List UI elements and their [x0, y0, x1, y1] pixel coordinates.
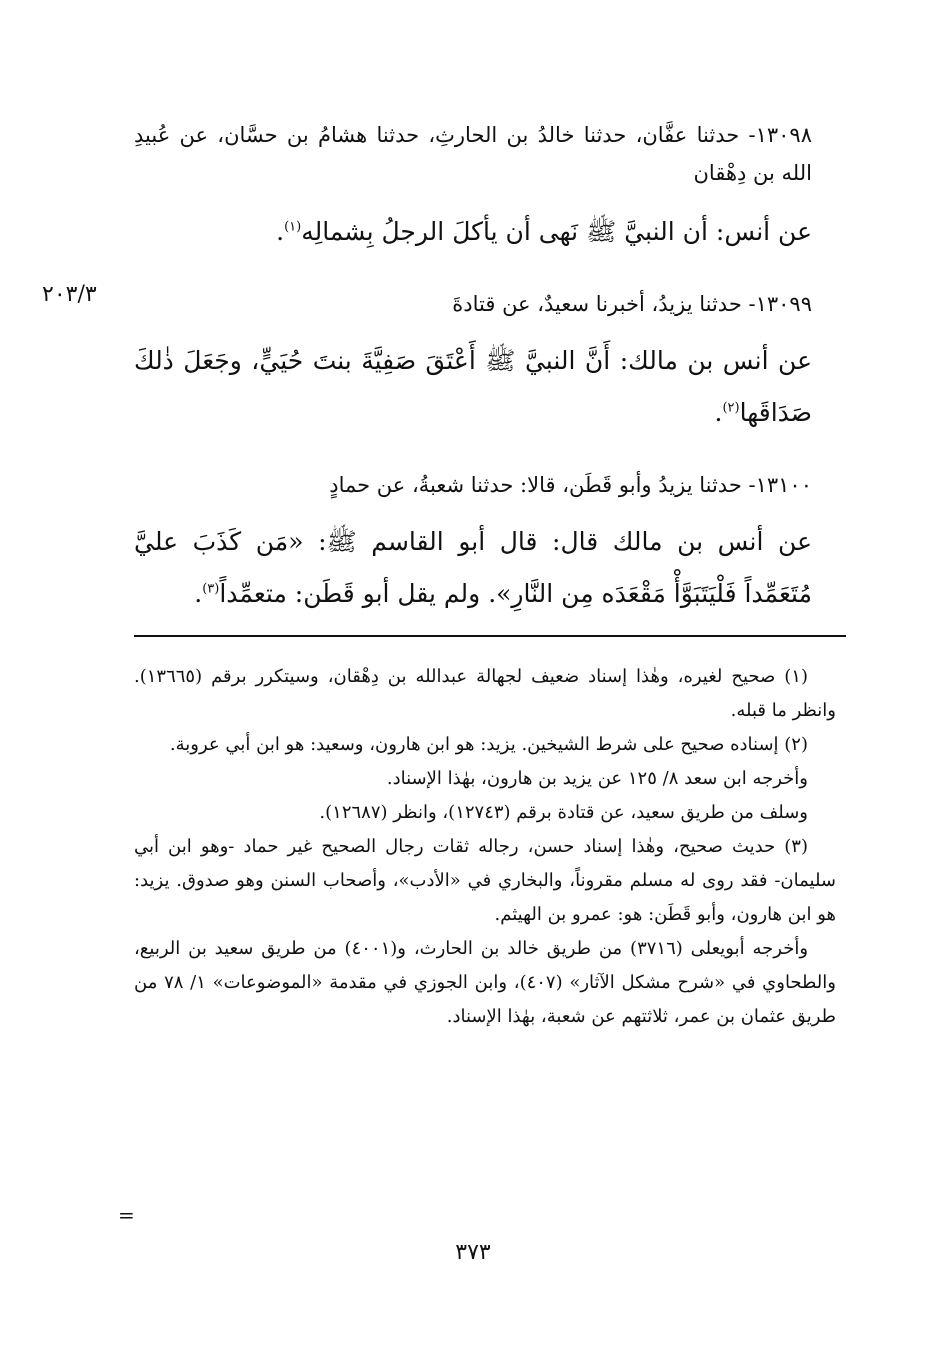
hadith-matn: عن أنس: أن النبيَّ ﷺ نَهى أن يأكلَ الرجلُ بِشمالِه$^{(١)}$.	[276, 217, 812, 246]
hadith-matn	[134, 335, 812, 439]
hadith-number: ١٣١٠٠-	[748, 473, 812, 497]
hadith-13100	[134, 466, 812, 620]
hadith-chain	[134, 285, 812, 323]
hadith-number: ١٣٠٩٩-	[748, 292, 812, 316]
footnote-3-continued: وأخرجه أبويعلى (٣٧١٦) من طريق خالد بن الحارث، و(٤٠٠١) من طريق سعيد بن الربيع، والطحاوي في «شرح مشكل الآثار» (٤٠٧)، وابن الجوزي في مقدمة «الموضوعات» ١/ ٧٨ من طريق عثمان بن عمر، ثلاثتهم عن شعبة، بهٰذا الإسناد.	[134, 938, 836, 1027]
hadith-chain	[134, 466, 812, 504]
footnote-divider	[134, 635, 846, 637]
hadith-13099	[134, 285, 812, 439]
chain-text: حدثنا عفَّان، حدثنا خالدُ بن الحارثِ، حدثنا هشامُ بن حسَّان، عن عُبيدِ الله بن دِهْقان	[134, 123, 812, 185]
matn-text: عن أنس بن مالك: أَنَّ النبيَّ ﷺ أَعْتَقَ صَفِيَّةَ بنتَ حُيَيٍّ، وجَعَلَ ذٰلكَ صَدَاقَها	[134, 346, 812, 427]
chain-text: حدثنا يزيدُ، أخبرنا سعيدٌ، عن قتادةَ	[452, 292, 749, 316]
hadith-13098	[134, 116, 812, 258]
footnote-2-continued: وأخرجه ابن سعد ٨/ ١٢٥ عن يزيد بن هارون، بهٰذا الإسناد.	[386, 768, 808, 789]
footnotes	[134, 660, 836, 1034]
hadith-matn	[134, 516, 812, 620]
matn-text: عن أنس بن مالك قال: قال أبو القاسم ﷺ: «مَن كَذَبَ عليَّ مُتَعَمِّداً فَلْيَتَبَوَّأْ مَقْعَدَه مِن النَّارِ». ولم يقل أبو قَطَن: متعمِّداً	[134, 527, 812, 608]
matn-end: .	[714, 398, 723, 427]
page-number: ٣٧٣	[455, 1240, 491, 1265]
margin-reference: ۲۰۳/۳	[42, 282, 97, 307]
matn-text: عن أنس: أن النبيَّ ﷺ نَهى أن يأكلَ الرجلُ بِشمالِه	[301, 217, 812, 246]
hadith-number: ١٣٠٩٨-	[748, 123, 812, 147]
footnote-3: (٣) حديث صحيح، وهٰذا إسناد حسن، رجاله ثقات رجال الصحيح غير حماد -وهو ابن أبي سليمان- فقد روى له مسلم مقروناً، والبخاري في «الأدب»، وأصحاب السنن وهو صدوق. يزيد: هو ابن هارون، وأبو قَطَن: هو: عمرو بن الهيثم.	[134, 836, 836, 925]
footnote-ref[interactable]: (٣)	[202, 581, 220, 597]
continuation-mark: =	[118, 1203, 135, 1227]
footnote-ref[interactable]: (٢)	[722, 400, 740, 416]
footnote-2-continued: وسلف من طريق سعيد، عن قتادة برقم (١٢٧٤٣)، وانظر (١٢٦٨٧).	[319, 802, 808, 823]
footnote-ref[interactable]: (١)	[284, 219, 302, 235]
footnote-1: (١) صحيح لغيره، وهٰذا إسناد ضعيف لجهالة عبدالله بن دِهْقان، وسيتكرر برقم (١٣٦٦٥). وانظر ما قبله.	[134, 666, 836, 721]
matn-end: .	[194, 579, 203, 608]
chain-text: حدثنا يزيدُ وأبو قَطَن، قالا: حدثنا شعبةُ، عن حمادٍ	[329, 473, 749, 497]
hadith-chain	[134, 116, 812, 192]
footnote-2: (٢) إسناده صحيح على شرط الشيخين. يزيد: هو ابن هارون، وسعيد: هو ابن أبي عروبة.	[169, 734, 808, 755]
